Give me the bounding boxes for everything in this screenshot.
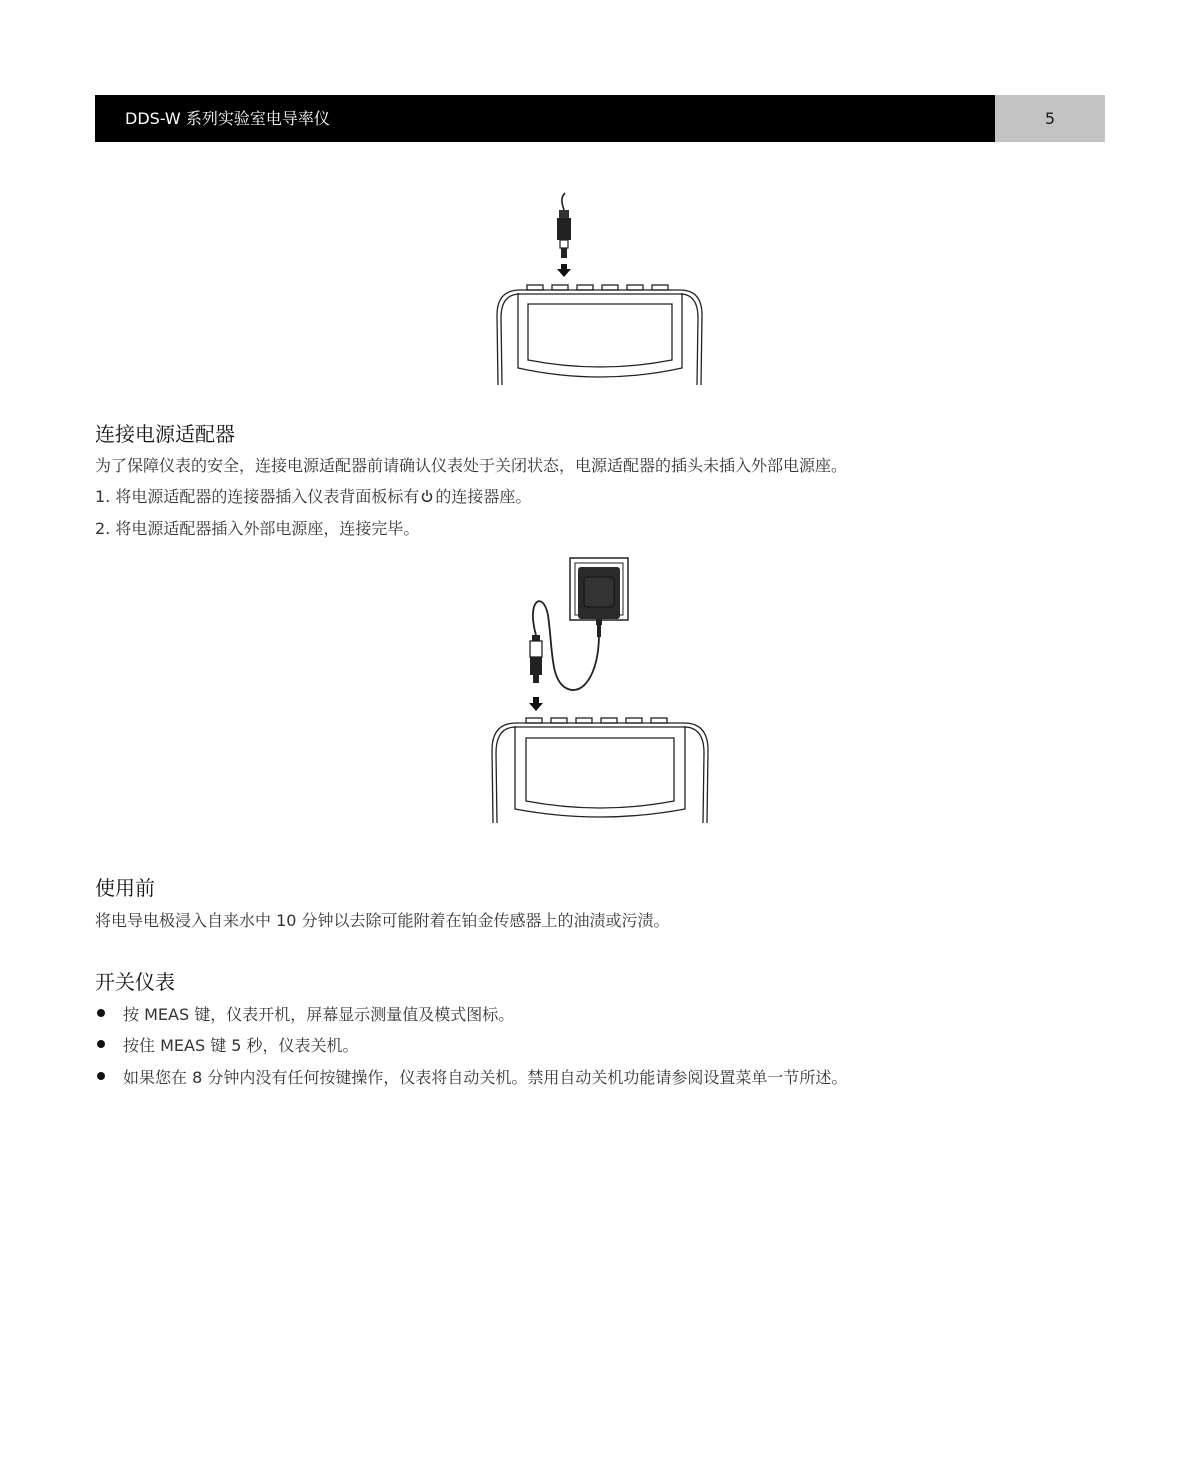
document-title: DDS-W 系列实验室电导率仪	[125, 109, 330, 128]
power-adapter-illustration	[488, 555, 713, 830]
adapter-step-1	[95, 484, 531, 507]
adapter-intro: 为了保障仪表的安全，连接电源适配器前请确认仪表处于关闭状态，电源适配器的插头未插入外部电源座。	[95, 456, 848, 475]
page-number: 5	[1044, 109, 1056, 128]
meter-connector-illustration	[490, 190, 710, 390]
header-bar	[95, 95, 995, 142]
step-1-text-before: 1. 将电源适配器的连接器插入仪表背面板标有	[95, 487, 420, 506]
step-1-text-after: 的连接器座。	[435, 487, 532, 506]
heading-before-use: 使用前	[95, 876, 155, 900]
heading-power-on-off: 开关仪表	[95, 970, 175, 994]
power-icon	[421, 489, 433, 503]
before-use-text: 将电导电极浸入自来水中 10 分钟以去除可能附着在铂金传感器上的油渍或污渍。	[95, 911, 670, 930]
adapter-step-2: 2. 将电源适配器插入外部电源座，连接完毕。	[95, 519, 420, 538]
bullet-icon	[97, 1040, 105, 1048]
bullet-icon	[97, 1009, 105, 1017]
bullet-icon	[97, 1072, 105, 1080]
page-number-box	[995, 95, 1105, 142]
heading-connect-adapter: 连接电源适配器	[95, 422, 235, 446]
